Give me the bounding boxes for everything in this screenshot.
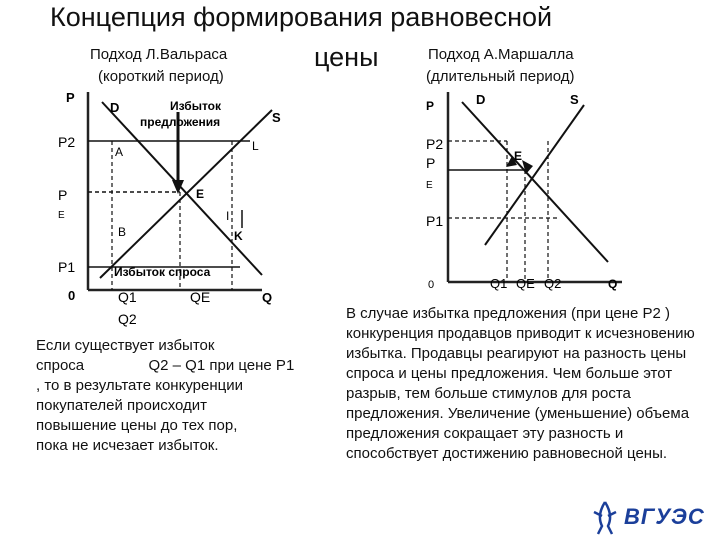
walras-text-line-1: Если существует избыток bbox=[36, 337, 215, 354]
walras-text-line-4: покупателей происходит bbox=[36, 397, 208, 414]
walras-text-line-6: пока не исчезает избыток. bbox=[36, 437, 219, 454]
marshall-p2-label: P2 bbox=[426, 136, 444, 152]
walras-a-label: A bbox=[115, 145, 124, 159]
walras-pe-sub: E bbox=[58, 210, 65, 221]
figure-icon bbox=[590, 500, 620, 536]
walras-zero-label: 0 bbox=[68, 288, 76, 303]
walras-i-label: I bbox=[226, 209, 230, 223]
marshall-qe-label: QE bbox=[516, 276, 535, 291]
walras-b-label: B bbox=[118, 225, 127, 239]
walras-qe-label: QE bbox=[190, 289, 211, 305]
marshall-q-axis-label: Q bbox=[608, 277, 618, 291]
marshall-p1-label: P1 bbox=[426, 213, 444, 229]
logo-text: ВГУЭС bbox=[624, 504, 705, 529]
marshall-supply-line bbox=[485, 105, 584, 245]
walras-surplus-supply-1: Избыток bbox=[170, 99, 222, 113]
walras-q1-label: Q1 bbox=[118, 289, 137, 305]
page-title: Концепция формирования равновесной bbox=[50, 2, 553, 32]
walras-surplus-supply-2: предложения bbox=[140, 115, 221, 129]
walras-k-label: K bbox=[234, 229, 243, 243]
marshall-pe-label: P bbox=[426, 155, 436, 171]
page-title-cont: цены bbox=[314, 42, 379, 72]
marshall-arrow-2 bbox=[522, 160, 533, 174]
marshall-subheading: (длительный период) bbox=[426, 68, 575, 85]
walras-pe-label: P bbox=[58, 187, 68, 203]
marshall-explanation: В случае избытка предложения (при цене P2 ) конкуренция продавцов приводит к исчезновению избытка. Продавцы реагируют на разность цены спроса и цены предложения. Чем больше этот разрыв, тем больше стимулов для роста предложения. Увеличение (уменьшение) объема предложения сокращает эту разность и способствует достижению равновесной цены. bbox=[346, 305, 695, 462]
walras-p2-label: P2 bbox=[58, 134, 76, 150]
walras-heading: Подход Л.Вальраса bbox=[90, 46, 228, 63]
marshall-pe-sub: E bbox=[426, 180, 433, 191]
walras-q-axis-label: Q bbox=[262, 290, 273, 305]
walras-p-axis-label: P bbox=[66, 90, 75, 105]
walras-text-line-3: , то в результате конкуренции bbox=[36, 377, 243, 394]
walras-q2-label: Q2 bbox=[118, 311, 137, 327]
walras-l-label: L bbox=[252, 139, 259, 153]
walras-d-label: D bbox=[110, 100, 120, 115]
marshall-demand-line bbox=[462, 102, 608, 262]
walras-text-line-2b: Q2 – Q1 при цене P1 bbox=[148, 357, 295, 374]
marshall-d-label: D bbox=[476, 92, 486, 107]
university-logo bbox=[590, 500, 714, 536]
walras-s-label: S bbox=[272, 110, 281, 125]
walras-text-line-2 bbox=[36, 356, 326, 376]
walras-e-label: E bbox=[196, 187, 205, 201]
marshall-s-label: S bbox=[570, 92, 579, 107]
walras-explanation bbox=[36, 336, 326, 456]
walras-surplus-demand: Избыток спроса bbox=[114, 265, 211, 279]
marshall-q1-label: Q1 bbox=[490, 276, 508, 291]
marshall-p-axis-label: P bbox=[426, 99, 435, 113]
walras-subheading: (короткий период) bbox=[98, 68, 224, 85]
marshall-heading: Подход А.Маршалла bbox=[428, 46, 574, 63]
marshall-e-label: E bbox=[514, 149, 523, 163]
walras-text-line-5: повышение цены до тех пор, bbox=[36, 417, 238, 434]
marshall-zero-label: 0 bbox=[428, 279, 435, 291]
walras-text-line-2a: спроса bbox=[36, 357, 85, 374]
marshall-q2-label: Q2 bbox=[544, 276, 562, 291]
walras-p1-label: P1 bbox=[58, 259, 76, 275]
